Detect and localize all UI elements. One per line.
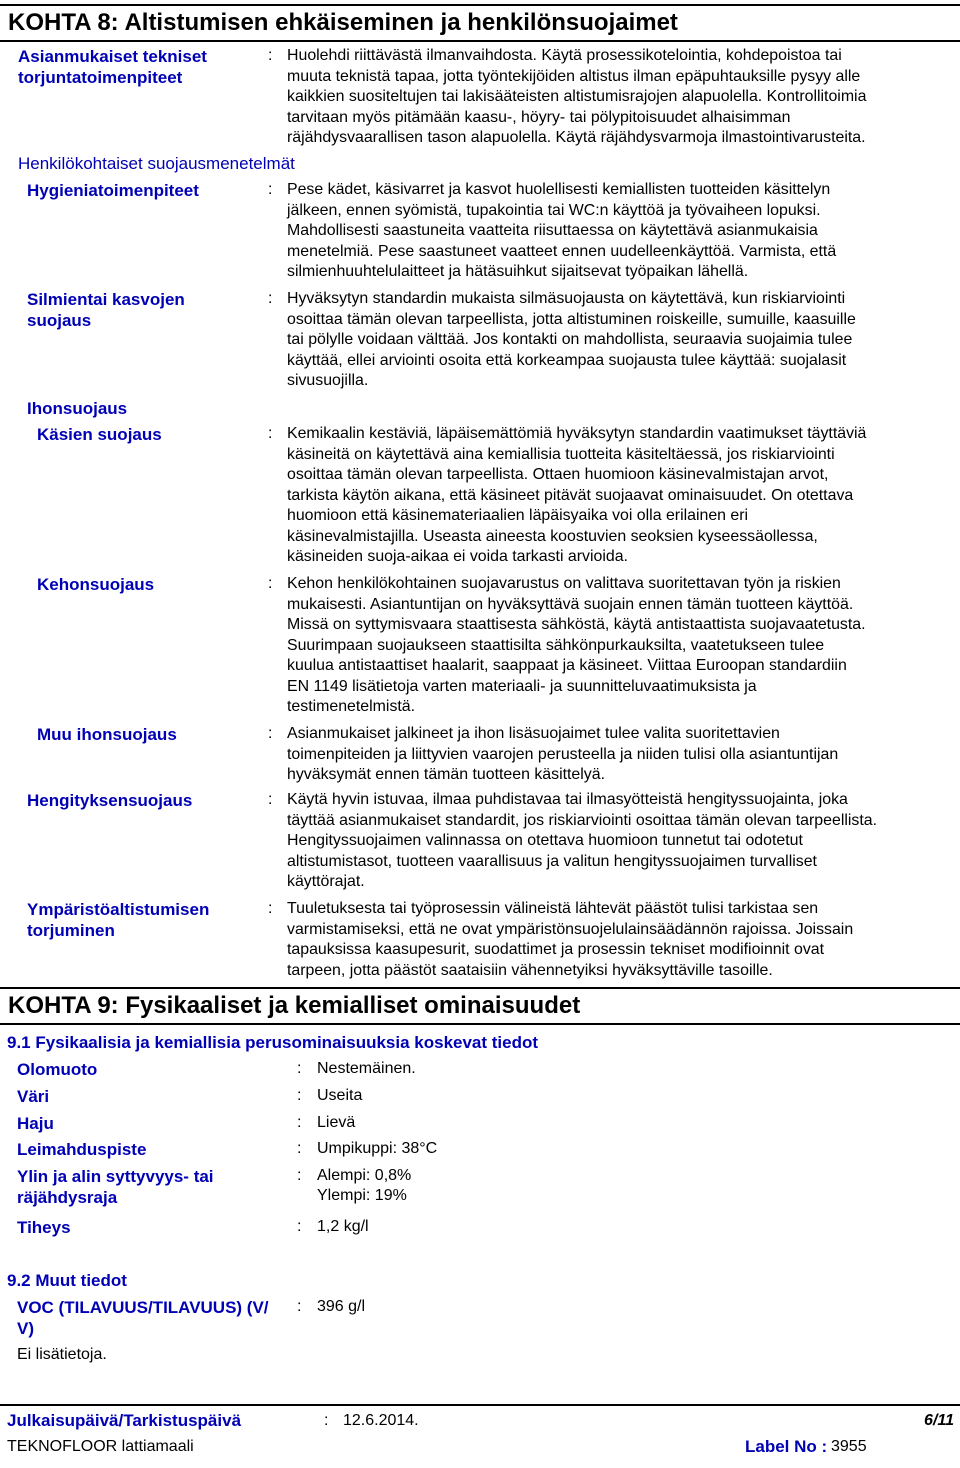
label-line: torjuminen xyxy=(27,921,115,940)
property-value: Umpikuppi: 38°C xyxy=(317,1140,438,1157)
property-value xyxy=(317,1166,411,1206)
technical-controls-text xyxy=(287,46,955,149)
text-line: käyttörajat. xyxy=(287,873,365,890)
text-line: Kehon henkilökohtainen suojavarustus on valittava suoritettavan työn ja riskien xyxy=(287,575,841,592)
colon: : xyxy=(297,1114,302,1131)
other-skin-protection-text xyxy=(287,724,955,786)
label-line: Ympäristöaltistumisen xyxy=(27,900,210,919)
text-line: Hyväksytyn standardin mukaista silmäsuojausta on käytettävä, kun riskiarviointi xyxy=(287,290,846,307)
text-line: Kemikaalin kestäviä, läpäisemättömiä hyväksytyn standardin vaatimukset täyttäviä xyxy=(287,425,867,442)
text-line: tarvitaan myös pitämään kaasu-, höyry- tai pölypitoisuudet alhaisimman xyxy=(287,108,791,126)
text-line: Hengityssuojaimen valinnassa on otettava huomioon tunnetut tai odotetut xyxy=(287,832,803,849)
body-protection-label: Kehonsuojaus xyxy=(37,575,155,594)
technical-controls-label xyxy=(18,46,207,88)
other-skin-protection-label: Muu ihonsuojaus xyxy=(37,725,177,744)
text-line: Asianmukaiset jalkineet ja ihon lisäsuojaimet tulee valita suoritettavien xyxy=(287,725,780,742)
footer-date-value: 12.6.2014. xyxy=(343,1412,419,1429)
text-line: Missä on syttymisvaara staattisesta sähköstä, käytä antistaattista suojavaatetusta. xyxy=(287,616,866,633)
text-line: tai pölylle voidaan välttää. Jos kontakti on mahdollista, seuraavia suojaimia tulee xyxy=(287,331,853,348)
text-line: Mahdollisesti saastuneita vaatteita riisuttaessa on käytettävä asianmukaisia xyxy=(287,222,818,239)
value-line: Alempi: 0,8% xyxy=(317,1167,412,1184)
label-line: suojaus xyxy=(27,311,92,330)
property-value: Nestemäinen. xyxy=(317,1060,416,1077)
colon: : xyxy=(268,290,273,307)
property-label: Olomuoto xyxy=(17,1060,98,1079)
text-line: Käytä hyvin istuvaa, ilmaa puhdistavaa tai ilmasyötteistä hengityssuojainta, joka xyxy=(287,791,848,808)
text-line: muuta teknistä tapaa, jotta työntekijöiden altistus ilman epäpuhtauksille pysyy alle xyxy=(287,67,861,85)
text-line: huomioon että käsinemateriaalien läpäisyaika voi olla erilainen eri xyxy=(287,507,749,524)
property-value: Useita xyxy=(317,1087,363,1104)
footer-label-no-value: 3955 xyxy=(831,1438,867,1455)
text-line: Suurimpaan suojaukseen staattisilta sähkönpurkauksilta, vaatetukseen tulee xyxy=(287,636,825,654)
text-line: Pese kädet, käsivarret ja kasvot huolellisesti kemiallisten tuotteiden käsittelyn xyxy=(287,181,831,198)
colon: : xyxy=(297,1218,302,1235)
label-line: VOC (TILAVUUS/TILAVUUS) (V/ xyxy=(17,1298,269,1317)
text-line: täyttää asianmukaiset standardit, jos riskiarviointi osoittaa tämän olevan tarpeellista. xyxy=(287,811,878,829)
environmental-exposure-label xyxy=(27,899,209,941)
body-protection-text xyxy=(287,574,955,718)
no-additional-info: Ei lisätietoja. xyxy=(17,1346,107,1363)
text-line: hyväksymät ennen tämän tuotteen käsittelyä. xyxy=(287,766,605,783)
text-line: osoittaa tämän olevan tarpeellista. Ottaen huomioon käsinevalmistajan arvot, xyxy=(287,466,829,483)
section-8-title: KOHTA 8: Altistumisen ehkäiseminen ja henkilönsuojaimet xyxy=(8,9,678,36)
hygiene-text xyxy=(287,180,955,283)
text-line: sivusuojilla. xyxy=(287,372,369,389)
colon: : xyxy=(268,425,273,442)
label-line: torjuntatoimenpiteet xyxy=(18,68,183,87)
subsection-9-1-title: 9.1 Fysikaalisia ja kemiallisia perusominaisuuksia koskevat tiedot xyxy=(7,1033,539,1052)
text-line: tarkista käytön aikana, että käsineet pitävät suojaavat ominaisuudet. On otettava xyxy=(287,486,854,504)
hand-protection-label: Käsien suojaus xyxy=(37,425,162,444)
property-label: Leimahduspiste xyxy=(17,1140,147,1159)
text-line: osoittaa tämän olevan tarpeellista, jotta altistuminen roiskeille, sumuille, kaasuille xyxy=(287,310,856,328)
colon: : xyxy=(268,791,273,808)
voc-label xyxy=(17,1297,269,1339)
text-line: altistumistasot, tuotteen vaarallisuus ja valitun hengityssuojaimen turvalliset xyxy=(287,852,817,870)
property-label xyxy=(17,1166,214,1208)
text-line: käsinevalmistajilla. Useasta aineesta koostuvien seoksien kyseessäollessa, xyxy=(287,527,818,545)
eye-protection-text xyxy=(287,289,955,392)
section-9-title: KOHTA 9: Fysikaaliset ja kemialliset ominaisuudet xyxy=(8,992,581,1019)
colon: : xyxy=(268,181,273,198)
text-line: käsineitä on käytettävä aina kemiallisia tuotteita käsiteltäessä, jos riskiarviointi xyxy=(287,445,835,463)
text-line: kaikkien suositeltujen tai lakisääteisten altistumisrajojen alapuolella. Kontrollitoimia xyxy=(287,88,867,105)
text-line: silmienhuuhtelulaitteet ja hätäsuihkut sijaitsevat työpaikan lähellä. xyxy=(287,263,749,280)
text-line: Tuuletuksesta tai työprosessin välineistä lähtevät päästöt tulisi tarkistaa sen xyxy=(287,900,819,917)
property-label: Haju xyxy=(17,1114,54,1133)
colon: : xyxy=(268,47,273,64)
text-line: EN 1149 lisätietoja varten materiaali- ja suunnitteluvaatimuksista ja xyxy=(287,677,757,695)
footer-divider xyxy=(0,1404,960,1406)
text-line: testimenetelmistä. xyxy=(287,698,416,715)
property-value: 1,2 kg/l xyxy=(317,1218,369,1235)
label-line: räjähdysraja xyxy=(17,1188,118,1207)
text-line: menetelmiä. Pese saastuneet vaatteet ennen uudelleenkäyttöä. Varmista, että xyxy=(287,242,837,260)
hand-protection-text xyxy=(287,424,955,568)
footer-label-no-label: Label No : xyxy=(745,1437,828,1456)
label-line: Ylin ja alin syttyvyys- tai xyxy=(17,1167,214,1186)
text-line: kuulua antistaattiset haalarit, saappaat ja käsineet. Viittaa Euroopan standardiin xyxy=(287,657,847,674)
text-line: tapauksissa kaasupesurit, suodattimet ja prosessin tekniset modifioinnit ovat xyxy=(287,941,825,958)
colon: : xyxy=(268,725,273,742)
property-value: Lievä xyxy=(317,1114,356,1131)
text-line: Huolehdi riittävästä ilmanvaihdosta. Käytä prosessikotelointia, kohdepoistoa tai xyxy=(287,47,842,64)
colon: : xyxy=(268,575,273,592)
text-line: mukaisesti. Asiantuntijan on hyväksyttävä suojain ennen tämän tuotteen käyttöä. xyxy=(287,595,854,613)
environmental-exposure-text xyxy=(287,899,955,981)
label-line: Silmientai kasvojen xyxy=(27,290,185,309)
colon: : xyxy=(297,1140,302,1157)
text-line: räjähdysvaarallisen tason alapuolella. Käytä räjähdysvarmoja ilmastointivarusteita. xyxy=(287,129,866,146)
text-line: käyttää, ellei arviointi osoita että korkeampaa suojausta tulee käyttää: suojalasit xyxy=(287,351,847,369)
respiratory-protection-text xyxy=(287,790,955,893)
eye-protection-label xyxy=(27,289,185,331)
text-line: jälkeen, ennen syömistä, tupakointia tai WC:n käyttöä ja työvaiheen lopuksi. xyxy=(287,201,821,219)
colon: : xyxy=(297,1298,302,1315)
colon: : xyxy=(297,1060,302,1077)
colon: : xyxy=(297,1087,302,1104)
colon: : xyxy=(297,1167,302,1184)
footer-page-number: 6/11 xyxy=(924,1412,954,1429)
text-line: varmistamiseksi, että ne ovat ympäristönsuojelulainsäädännön rajoissa. Joissain xyxy=(287,920,854,938)
voc-value: 396 g/l xyxy=(317,1298,366,1315)
label-line: Asianmukaiset tekniset xyxy=(18,47,207,66)
hygiene-label: Hygieniatoimenpiteet xyxy=(27,181,199,200)
section-8-header xyxy=(0,4,960,42)
label-line: V) xyxy=(17,1319,34,1338)
text-line: toimenpiteiden ja liittyvien vaarojen perusteella ja niiden tulisi olla asiantuntijan xyxy=(287,745,839,763)
footer-date-label: Julkaisupäivä/Tarkistuspäivä xyxy=(7,1411,242,1430)
property-label: Väri xyxy=(17,1087,50,1106)
subsection-9-2-title: 9.2 Muut tiedot xyxy=(7,1271,127,1290)
property-label: Tiheys xyxy=(17,1218,71,1237)
skin-protection-heading: Ihonsuojaus xyxy=(27,399,128,418)
text-line: tarpeen, jotta päästöt saataisiin vähennetyiksi hyväksyttäville tasoille. xyxy=(287,961,773,979)
colon: : xyxy=(268,900,273,917)
section-9-header xyxy=(0,987,960,1025)
colon: : xyxy=(324,1412,329,1429)
value-line: Ylempi: 19% xyxy=(317,1187,407,1204)
personal-protection-heading: Henkilökohtaiset suojausmenetelmät xyxy=(18,154,295,173)
respiratory-protection-label: Hengityksensuojaus xyxy=(27,791,193,810)
footer-product-name: TEKNOFLOOR lattiamaali xyxy=(7,1438,194,1455)
text-line: käsineiden suoja-aikaa ei voida tarkasti arvioida. xyxy=(287,548,628,565)
